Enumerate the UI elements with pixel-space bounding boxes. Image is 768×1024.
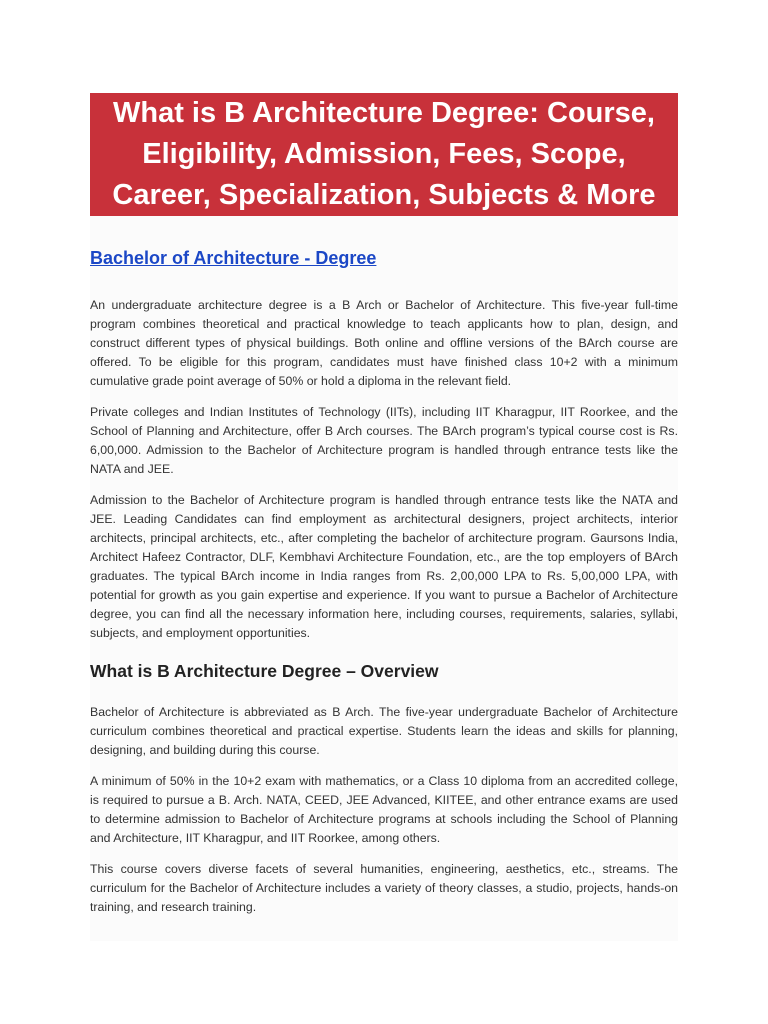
intro-paragraph-2: Private colleges and Indian Institutes of Technology (IITs), including IIT Kharagpur, IIT Roorkee, and the School of Planning and Architecture, offer B Arch courses. The BArch program’s typical course cost is Rs. 6,00,000. Admission to the Bachelor of Architecture program is handled through entrance tests like the NATA and JEE. xyxy=(90,405,678,476)
overview-paragraph-2: A minimum of 50% in the 10+2 exam with mathematics, or a Class 10 diploma from an accredited college, is required to pursue a B. Arch. NATA, CEED, JEE Advanced, KIITEE, and other entrance exams are used to determine admission to Bachelor of Architecture programs at schools including the School of Planning and Architecture, IIT Kharagpur, and IIT Roorkee, among others. xyxy=(90,774,678,845)
overview-heading: What is B Architecture Degree – Overview xyxy=(90,661,439,681)
overview-paragraph-3: This course covers diverse facets of several humanities, engineering, aesthetics, etc., streams. The curriculum for the Bachelor of Architecture includes a variety of theory classes, a studio, projects, hands-on training, and research training. xyxy=(90,862,678,914)
document-content xyxy=(90,216,678,941)
intro-paragraph-3: Admission to the Bachelor of Architecture program is handled through entrance tests like the NATA and JEE. Leading Candidates can find employment as architectural designers, project architects, interior architects, principal architects, etc., after completing the bachelor of architecture program. Gaursons India, Architect Hafeez Contractor, DLF, Kembhavi Architecture Foundation, etc., are the top employers of BArch graduates. The typical BArch income in India ranges from Rs. 2,00,000 LPA to Rs. 5,00,000 LPA, with potential for growth as you gain expertise and experience. If you want to pursue a Bachelor of Architecture degree, you can find all the necessary information here, including courses, requirements, salaries, syllabi, subjects, and employment opportunities. xyxy=(90,493,678,640)
intro-paragraph-1: An undergraduate architecture degree is a B Arch or Bachelor of Architecture. This five-year full-time program combines theoretical and practical knowledge to teach applicants how to plan, design, and construct different types of physical buildings. Both online and offline versions of the BArch course are offered. To be eligible for this program, candidates must have finished class 10+2 with a minimum cumulative grade point average of 50% or hold a diploma in the relevant field. xyxy=(90,298,678,388)
title-banner xyxy=(90,93,678,216)
page-title: What is B Architecture Degree: Course, Eligibility, Admission, Fees, Scope, Career, Specialization, Subjects & More xyxy=(112,97,656,211)
document-page xyxy=(90,93,678,941)
overview-paragraph-1: Bachelor of Architecture is abbreviated as B Arch. The five-year undergraduate Bachelor of Architecture curriculum combines theoretical and practical expertise. Students learn the ideas and skills for planning, designing, and building during this course. xyxy=(90,705,678,757)
bachelor-of-architecture-link[interactable]: Bachelor of Architecture - Degree xyxy=(90,248,377,268)
